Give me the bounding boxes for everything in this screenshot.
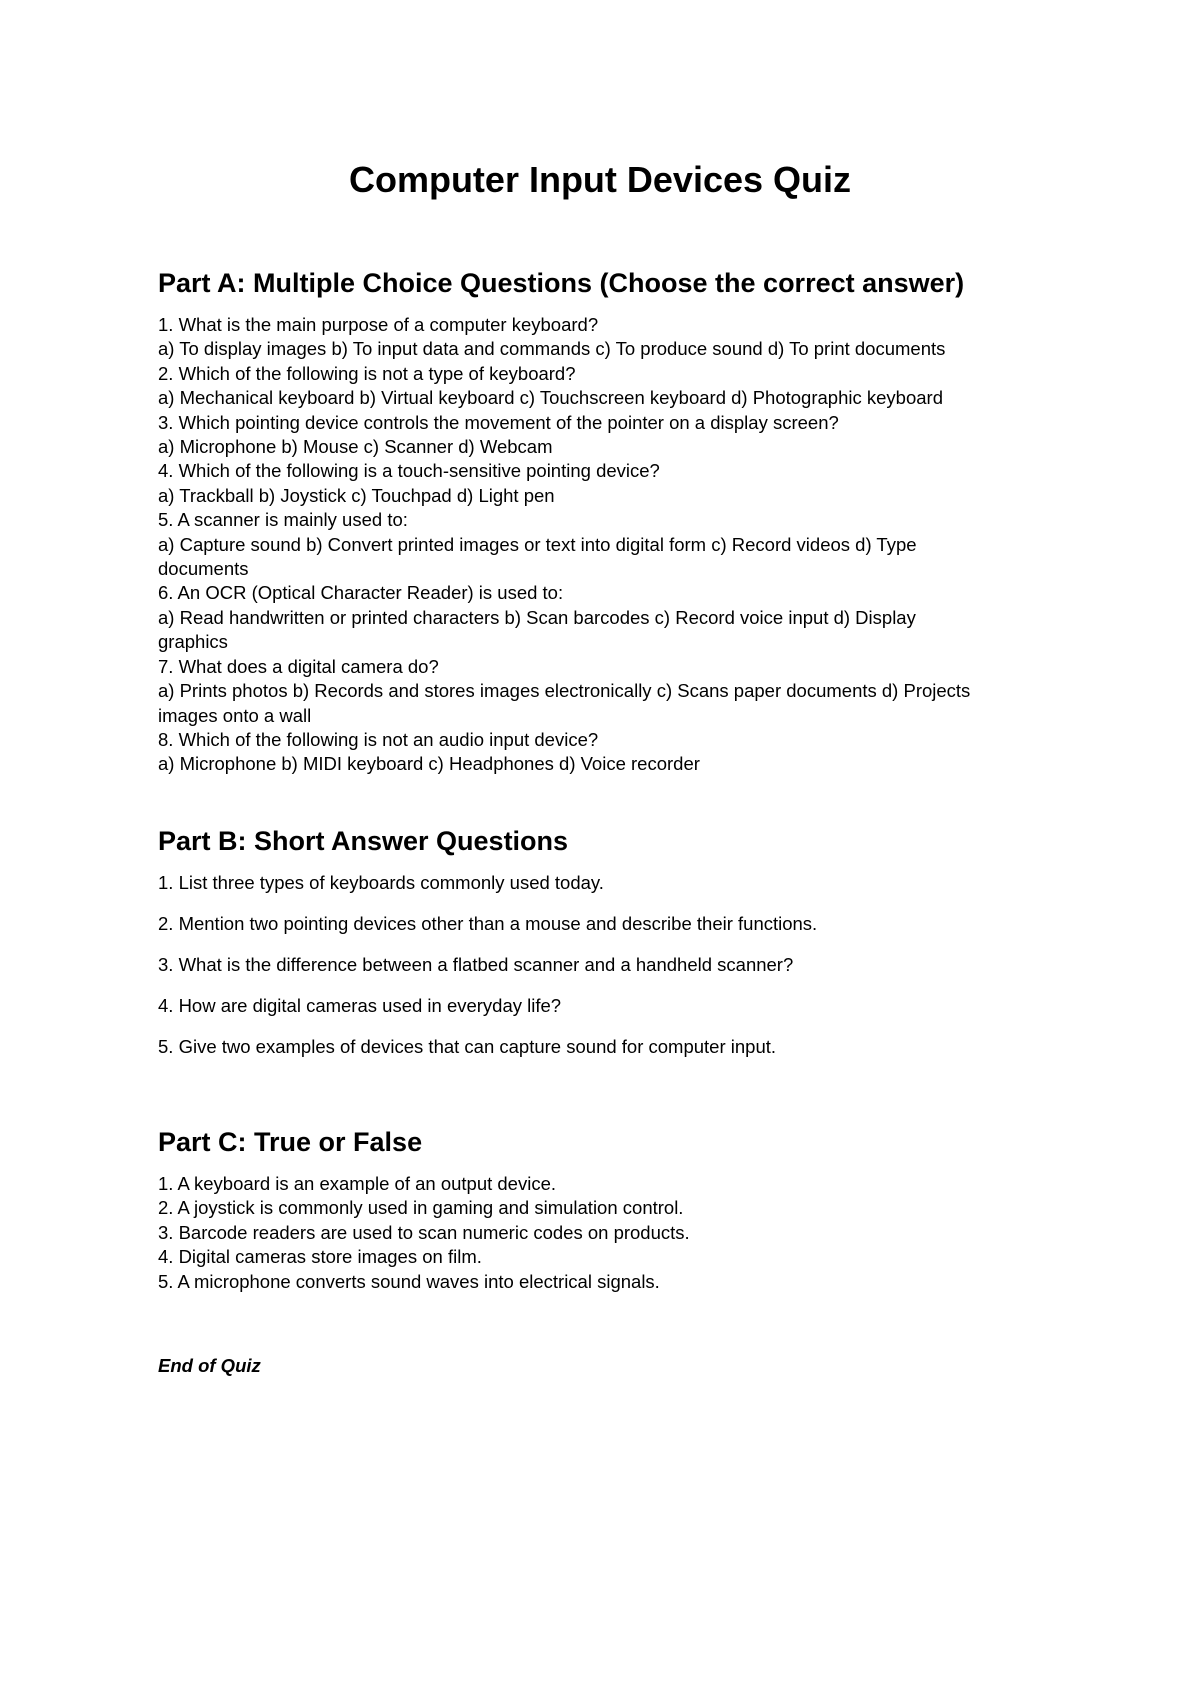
answer-options-line: a) Microphone b) MIDI keyboard c) Headphones d) Voice recorder: [158, 753, 700, 775]
part-a-heading: Part A: Multiple Choice Questions (Choose the correct answer): [158, 268, 965, 298]
part-a-question-list: [158, 313, 1058, 777]
question-line: 7. What does a digital camera do?: [158, 655, 439, 677]
answer-options-line: graphics: [158, 631, 228, 653]
question-line: 2. Which of the following is not a type of keyboard?: [158, 362, 576, 384]
answer-options-line: a) Microphone b) Mouse c) Scanner d) Webcam: [158, 436, 553, 458]
question-line: 5. A scanner is mainly used to:: [158, 509, 408, 531]
answer-options-line: a) Trackball b) Joystick c) Touchpad d) Light pen: [158, 484, 555, 506]
answer-options-line: a) To display images b) To input data and commands c) To produce sound d) To print documents: [158, 338, 946, 360]
answer-options-line: documents: [158, 558, 249, 580]
question-line: 4. Which of the following is a touch-sensitive pointing device?: [158, 460, 660, 482]
answer-options-line: a) Read handwritten or printed characters b) Scan barcodes c) Record voice input d) Display: [158, 606, 916, 628]
short-answer-question: 3. What is the difference between a flatbed scanner and a handheld scanner?: [158, 954, 794, 975]
answer-options-line: a) Capture sound b) Convert printed images or text into digital form c) Record videos d) Type: [158, 533, 917, 555]
question-line: 3. Which pointing device controls the movement of the pointer on a display screen?: [158, 411, 839, 433]
short-answer-question: 5. Give two examples of devices that can capture sound for computer input.: [158, 1036, 777, 1057]
short-answer-question: 2. Mention two pointing devices other than a mouse and describe their functions.: [158, 913, 818, 934]
part-c-heading: Part C: True or False: [158, 1127, 423, 1157]
true-false-statement: 2. A joystick is commonly used in gaming and simulation control.: [158, 1197, 684, 1219]
answer-options-line: a) Prints photos b) Records and stores images electronically c) Scans paper documents d) Projects: [158, 680, 971, 702]
short-answer-question: 4. How are digital cameras used in everyday life?: [158, 995, 562, 1016]
part-b-question-list: [158, 871, 1058, 1076]
short-answer-question: 1. List three types of keyboards commonly used today.: [158, 872, 604, 893]
part-c-statement-list: [158, 1172, 1058, 1294]
question-line: 8. Which of the following is not an audio input device?: [158, 728, 599, 750]
true-false-statement: 1. A keyboard is an example of an output device.: [158, 1173, 557, 1194]
question-line: 6. An OCR (Optical Character Reader) is used to:: [158, 582, 564, 604]
answer-options-line: images onto a wall: [158, 704, 312, 726]
part-b-heading: Part B: Short Answer Questions: [158, 826, 569, 856]
answer-options-line: a) Mechanical keyboard b) Virtual keyboard c) Touchscreen keyboard d) Photographic keyboard: [158, 387, 943, 409]
question-line: 1. What is the main purpose of a computer keyboard?: [158, 314, 599, 335]
page-title: Computer Input Devices Quiz: [348, 159, 852, 200]
true-false-statement: 4. Digital cameras store images on film.: [158, 1246, 482, 1268]
true-false-statement: 3. Barcode readers are used to scan numeric codes on products.: [158, 1221, 690, 1243]
true-false-statement: 5. A microphone converts sound waves into electrical signals.: [158, 1270, 660, 1292]
end-of-quiz-note: End of Quiz: [158, 1355, 261, 1376]
